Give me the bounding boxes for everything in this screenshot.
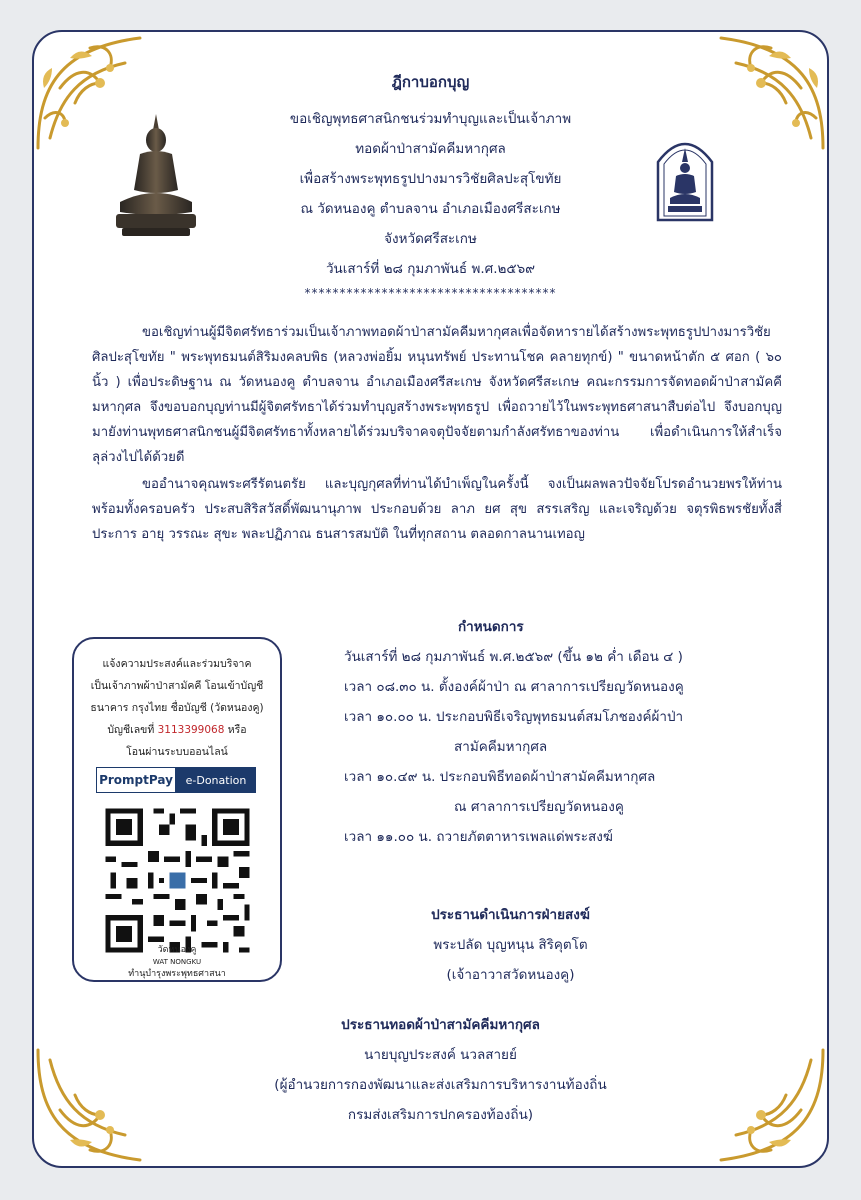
lay-chair-role: กรมส่งเสริมการปกครองท้องถิ่น): [347, 1107, 534, 1123]
account-suffix: หรือ: [227, 724, 247, 736]
edonation-label: e-Donation: [176, 767, 256, 793]
lay-chair-block: [34, 1010, 827, 1130]
invitation-card: [32, 30, 829, 1168]
monk-chair-heading: ประธานดำเนินการฝ่ายสงฆ์: [431, 907, 590, 923]
schedule-title: กำหนดการ: [458, 619, 524, 635]
schedule-item: เวลา ๐๘.๓๐ น. ตั้งองค์ผ้าป่า ณ ศาลาการเปรียญวัดหนองคู: [344, 679, 684, 695]
donation-line: โอนผ่านระบบออนไลน์: [126, 746, 228, 758]
donation-text: [82, 653, 272, 763]
account-label: บัญชีเลขที่: [107, 724, 155, 736]
lay-chair-heading: ประธานทอดผ้าป่าสามัคคีมหากุศล: [341, 1017, 540, 1033]
promptpay-logo: PromptPay: [96, 767, 176, 793]
account-number: 3113399068: [157, 724, 225, 736]
intro-line: ณ วัดหนองคู ตำบลจาน อำเภอเมืองศรีสะเกษ: [300, 201, 561, 217]
caption-line: ทำนุบำรุงพระพุทธศาสนา: [128, 969, 226, 979]
lay-chair-name: นายบุญประสงค์ นวลสายย์: [364, 1047, 517, 1063]
donation-line: แจ้งความประสงค์และร่วมบริจาค: [102, 658, 252, 670]
schedule-item: สามัคคีมหากุศล: [454, 739, 548, 755]
caption-line: วัดหนองคู: [157, 945, 197, 955]
intro-line: ทอดผ้าป่าสามัคคีมหากุศล: [355, 141, 506, 157]
lay-chair-role: (ผู้อำนวยการกองพัฒนาและส่งเสริมการบริหารงานท้องถิ่น: [274, 1077, 607, 1093]
blessing-paragraph: ขออำนาจคุณพระศรีรัตนตรัย และบุญกุศลที่ท่านได้บำเพ็ญในครั้งนี้ จงเป็นผลพลวปัจจัยโปรดอำนวยพรให้ท่าน พร้อมทั้งครอบครัว ประสบสิริสวัสดิ์พัฒนานุภาพ ประกอบด้วย ลาภ ยศ สุข สรรเสริญ และเจริญด้วย จตุรพิธพรชัยทั้งสี่ประการ อายุ วรรณะ สุขะ พละปฏิภาณ ธนสารสมบัติ ในที่ทุกสถาน ตลอดกาลนานเทอญ: [92, 477, 782, 542]
schedule-item: เวลา ๑๑.๐๐ น. ถวายภัตตาหารเพลแด่พระสงฆ์: [344, 829, 613, 845]
donation-line: ธนาคาร กรุงไทย ชื่อบัญชี (วัดหนองคู): [90, 702, 264, 714]
intro-line: วันเสาร์ที่ ๒๘ กุมภาพันธ์ พ.ศ.๒๕๖๙: [325, 261, 536, 277]
schedule-date: วันเสาร์ที่ ๒๘ กุมภาพันธ์ พ.ศ.๒๕๖๙ (ขึ้น ๑๒ ค่ำ เดือน ๔ ): [344, 649, 683, 665]
schedule-item: ณ ศาลาการเปรียญวัดหนองคู: [454, 799, 624, 815]
schedule-block: [344, 612, 804, 852]
donation-line: เป็นเจ้าภาพผ้าป่าสามัคคี โอนเข้าบัญชี: [90, 680, 264, 692]
schedule-item: เวลา ๑๐.๐๐ น. ประกอบพิธีเจริญพุทธมนต์สมโภชองค์ผ้าป่า: [344, 709, 684, 725]
schedule-item: เวลา ๑๐.๔๙ น. ประกอบพิธีทอดผ้าป่าสามัคคีมหากุศล: [344, 769, 656, 785]
monk-chair-name: พระปลัด บุญหนุน สิริคุตโต: [433, 937, 588, 953]
promptpay-banner: [96, 767, 256, 793]
intro-line: ขอเชิญพุทธศาสนิกชนร่วมทำบุญและเป็นเจ้าภาพ: [289, 111, 572, 127]
invitation-paragraph: ขอเชิญท่านผู้มีจิตศรัทธาร่วมเป็นเจ้าภาพทอดผ้าป่าสามัคคีมหากุศลเพื่อจัดหารายได้สร้างพระพุทธรูปปางมารวิชัยศิลปะสุโขทัย " พระพุทธมนต์สิริมงคลบพิธ (หลวงพ่อยิ้ม หนุนทรัพย์ ประทานโชค คลายทุกข์) " ขนาดหน้าตัก ๕ ศอก ( ๖๐ นิ้ว ) เพื่อประดิษฐาน ณ วัดหนองคู ตำบลจาน อำเภอเมืองศรีสะเกษ จังหวัดศรีสะเกษ คณะกรรมการจัดทอดผ้าป่าสามัคคีมหากุศล จึงขอบอกบุญท่านมีผู้จิตศรัทธาได้ร่วมทำบุญสร้างพระพุทธรูป เพื่อถวายไว้ในพระพุทธศาสนาสืบต่อไป จึงบอกบุญมายังท่านพุทธศาสนิกชนผู้มีจิตศรัทธาทั้งหลายได้ร่วมบริจาคจตุปัจจัยตามกำลังศรัทธาของท่าน เพื่อดำเนินการให้สำเร็จลุล่วงไปได้ด้วยดี: [92, 325, 782, 465]
monk-chair-role: (เจ้าอาวาสวัดหนองคู): [446, 967, 575, 983]
star-divider: ************************************: [304, 286, 557, 300]
intro-line: เพื่อสร้างพระพุทธรูปปางมารวิชัยศิลปะสุโขทัย: [299, 171, 562, 187]
intro-line: จังหวัดศรีสะเกษ: [384, 231, 477, 247]
caption-line: WAT NONGKU: [152, 958, 202, 966]
monk-chair-block: [4, 900, 797, 990]
account-line: [82, 719, 272, 741]
page-title: ฎีกาบอกบุญ: [391, 73, 470, 91]
intro-block: [34, 104, 827, 284]
